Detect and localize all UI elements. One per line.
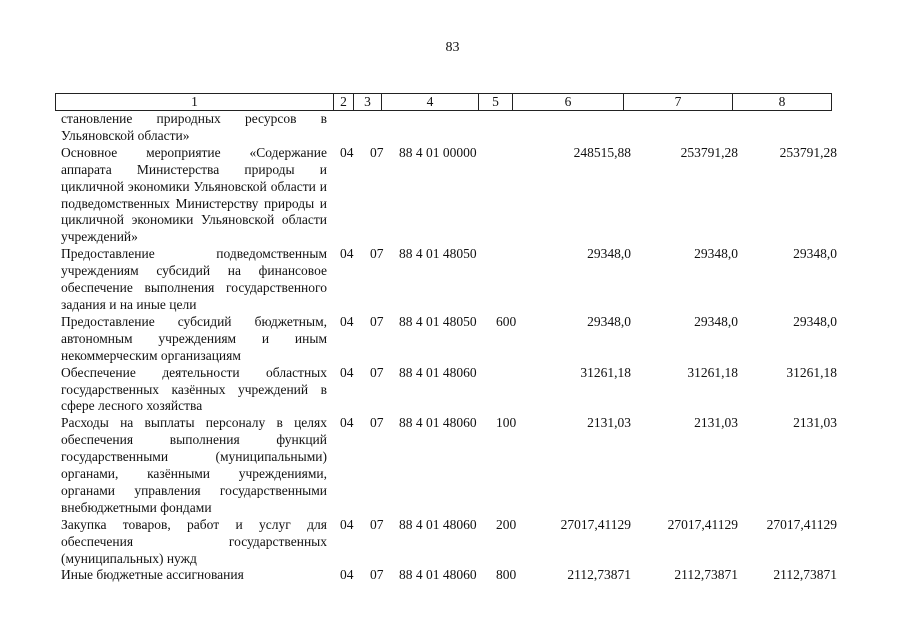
row-target-code: 88 4 01 48060 (399, 567, 477, 583)
row-amount-6: 27017,41129 (560, 516, 631, 532)
table-row (0, 246, 905, 314)
table-row (0, 415, 905, 516)
column-header-5: 5 (479, 94, 513, 111)
budget-table-body (0, 111, 905, 584)
row-expense-type: 100 (496, 415, 517, 431)
table-row (0, 517, 905, 568)
row-expense-type: 600 (496, 313, 517, 329)
row-amount-6: 2131,03 (587, 415, 631, 431)
column-header-3: 3 (354, 94, 382, 111)
row-expense-type: 800 (496, 567, 517, 583)
column-header-1: 1 (56, 94, 334, 111)
row-expense-type: 200 (496, 516, 517, 532)
row-amount-7: 29348,0 (694, 313, 738, 329)
row-target-code: 88 4 01 00000 (399, 144, 477, 160)
row-section: 04 (340, 144, 354, 160)
row-name: Основное мероприятие «Содержание аппарата Министерства природы и цикличной экономики Ульяновской области и подведомственных Министерству природы и цикличной экономики Ульяновской области учреждений» (61, 144, 327, 245)
column-header-table (55, 93, 832, 111)
row-amount-8: 27017,41129 (766, 516, 837, 532)
table-row (0, 365, 905, 416)
table-row (0, 314, 905, 365)
row-section: 04 (340, 415, 354, 431)
row-target-code: 88 4 01 48060 (399, 415, 477, 431)
row-amount-6: 29348,0 (587, 246, 631, 262)
column-header-7: 7 (624, 94, 733, 111)
table-row (0, 111, 905, 145)
row-amount-8: 2112,73871 (773, 567, 837, 583)
row-amount-7: 2131,03 (694, 415, 738, 431)
row-target-code: 88 4 01 48050 (399, 313, 477, 329)
row-name: становление природных ресурсов в Ульяновской области» (61, 111, 327, 143)
column-header-row (56, 94, 832, 111)
row-amount-7: 2112,73871 (674, 567, 738, 583)
column-header-4: 4 (382, 94, 479, 111)
row-name: Предоставление подведомственным учреждениям субсидий на финансовое обеспечение выполнения государственного задания и на иные цели (61, 246, 327, 312)
row-target-code: 88 4 01 48060 (399, 516, 477, 532)
row-name: Закупка товаров, работ и услуг для обеспечения государственных (муниципальных) нужд (61, 516, 327, 566)
row-subsection: 07 (370, 313, 384, 329)
row-section: 04 (340, 246, 354, 262)
row-subsection: 07 (370, 415, 384, 431)
row-subsection: 07 (370, 516, 384, 532)
row-amount-8: 29348,0 (793, 313, 837, 329)
row-name: Расходы на выплаты персоналу в целях обеспечения выполнения функций государственными (муниципальными) органами, казёнными учреждениями, органами управления государственными внебюджетными фондами (61, 415, 327, 515)
row-target-code: 88 4 01 48050 (399, 246, 477, 262)
column-header-8: 8 (733, 94, 832, 111)
row-section: 04 (340, 313, 354, 329)
row-subsection: 07 (370, 144, 384, 160)
table-row (0, 567, 905, 584)
row-name: Обеспечение деятельности областных государственных казённых учреждений в сфере лесного хозяйства (61, 364, 327, 414)
row-amount-6: 2112,73871 (567, 567, 631, 583)
row-amount-6: 248515,88 (573, 144, 631, 160)
table-row (0, 145, 905, 246)
row-amount-8: 31261,18 (786, 364, 837, 380)
row-amount-8: 29348,0 (793, 246, 837, 262)
page-number: 83 (445, 40, 460, 55)
row-subsection: 07 (370, 246, 384, 262)
row-name: Предоставление субсидий бюджетным, автономным учреждениям и иным некоммерческим организациям (61, 313, 327, 363)
row-section: 04 (340, 364, 354, 380)
row-subsection: 07 (370, 567, 384, 583)
row-subsection: 07 (370, 364, 384, 380)
row-amount-7: 29348,0 (694, 246, 738, 262)
row-section: 04 (340, 567, 354, 583)
row-section: 04 (340, 516, 354, 532)
row-amount-8: 2131,03 (793, 415, 837, 431)
column-header-6: 6 (513, 94, 624, 111)
row-amount-7: 253791,28 (680, 144, 738, 160)
row-amount-7: 27017,41129 (667, 516, 738, 532)
row-name: Иные бюджетные ассигнования (61, 567, 244, 583)
row-amount-6: 31261,18 (580, 364, 631, 380)
row-amount-8: 253791,28 (779, 144, 837, 160)
row-target-code: 88 4 01 48060 (399, 364, 477, 380)
row-amount-7: 31261,18 (687, 364, 738, 380)
column-header-2: 2 (334, 94, 354, 111)
row-amount-6: 29348,0 (587, 313, 631, 329)
